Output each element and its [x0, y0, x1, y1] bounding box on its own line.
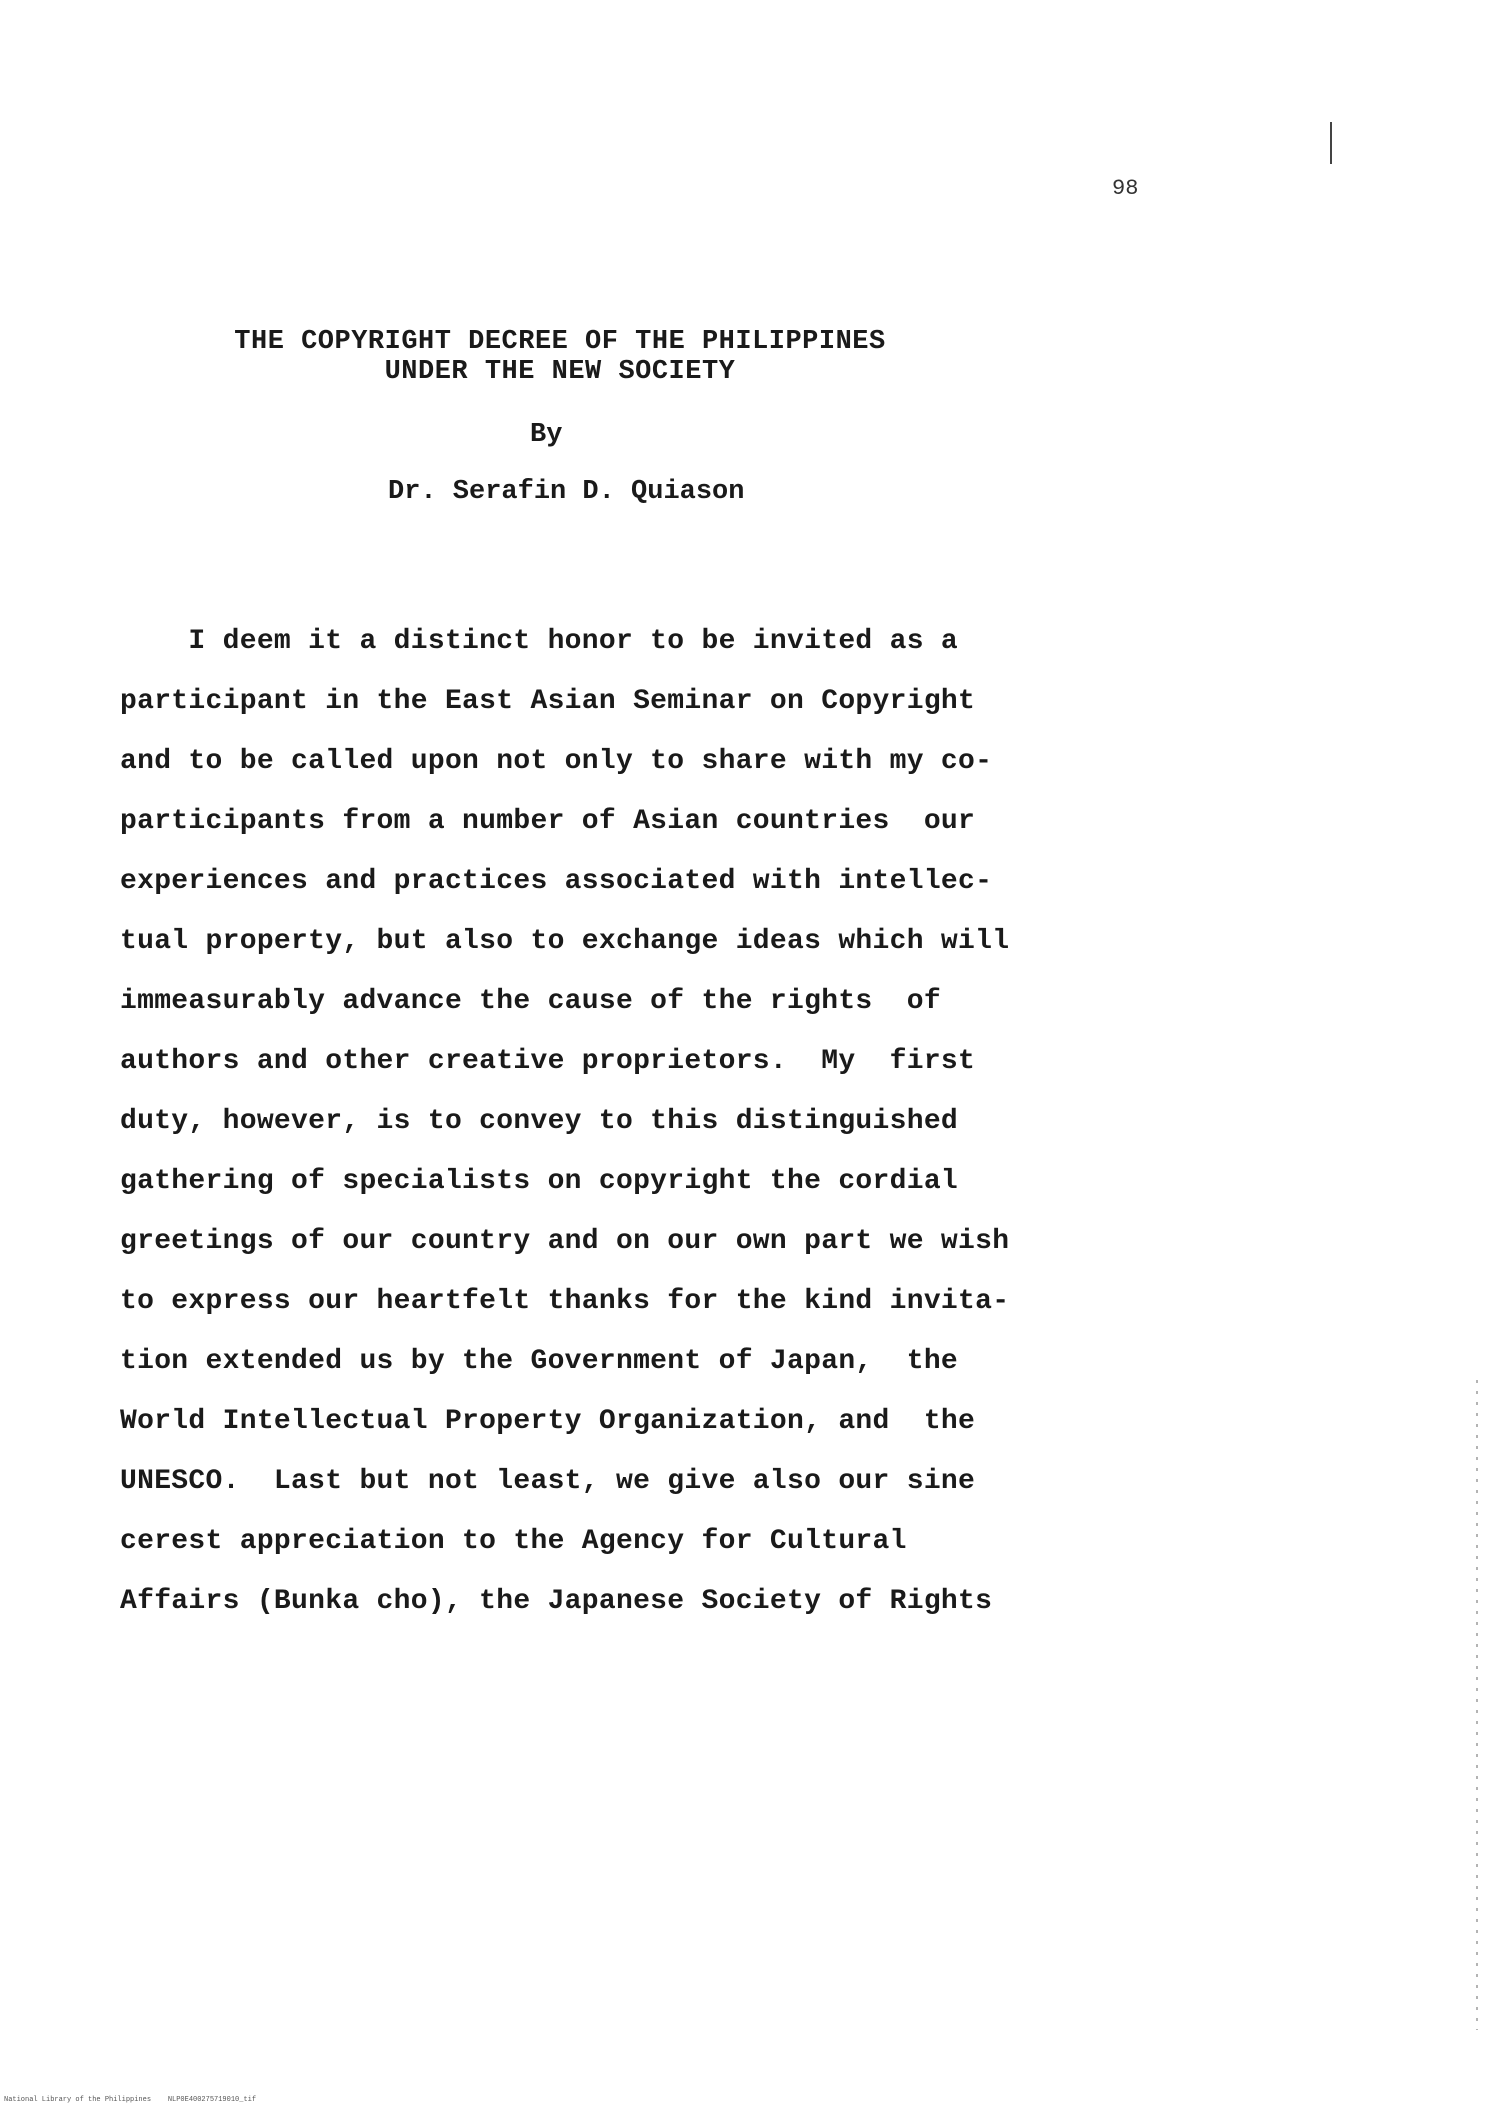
document-title-line-1: THE COPYRIGHT DECREE OF THE PHILIPPINES — [234, 327, 886, 357]
body-line: to express our heartfelt thanks for the kind invita- — [120, 1286, 1010, 1317]
body-line: participants from a number of Asian countries our — [120, 806, 976, 837]
author-name: Dr. Serafin D. Quiason — [388, 477, 745, 507]
body-line: Affairs (Bunka cho), the Japanese Society of Rights — [120, 1586, 993, 1617]
body-line: greetings of our country and on our own part we wish — [120, 1226, 1010, 1257]
body-line: UNESCO. Last but not least, we give also our sine — [120, 1466, 976, 1497]
page-number: 98 — [1112, 176, 1139, 201]
byline: By — [530, 420, 563, 450]
scan-footer: National Library of the Philippines NLP0E400275719010_tif — [4, 2096, 257, 2104]
body-line: gathering of specialists on copyright the cordial — [120, 1166, 959, 1197]
body-line: cerest appreciation to the Agency for Cultural — [120, 1526, 907, 1557]
scan-edge-speckle — [1476, 1380, 1478, 2030]
body-line: participant in the East Asian Seminar on Copyright — [120, 686, 976, 717]
body-line: World Intellectual Property Organization, and the — [120, 1406, 976, 1437]
body-line: authors and other creative proprietors. My first — [120, 1046, 976, 1077]
body-line: immeasurably advance the cause of the rights of — [120, 986, 941, 1017]
body-line: tion extended us by the Government of Japan, the — [120, 1346, 959, 1377]
body-line: tual property, but also to exchange ideas which will — [120, 926, 1010, 957]
body-line: duty, however, is to convey to this distinguished — [120, 1106, 959, 1137]
body-line: and to be called upon not only to share with my co- — [120, 746, 993, 777]
scan-edge-mark — [1330, 122, 1332, 164]
body-line: I deem it a distinct honor to be invited as a — [120, 626, 959, 657]
document-title-line-2: UNDER THE NEW SOCIETY — [384, 357, 736, 387]
body-line: experiences and practices associated with intellec- — [120, 866, 993, 897]
